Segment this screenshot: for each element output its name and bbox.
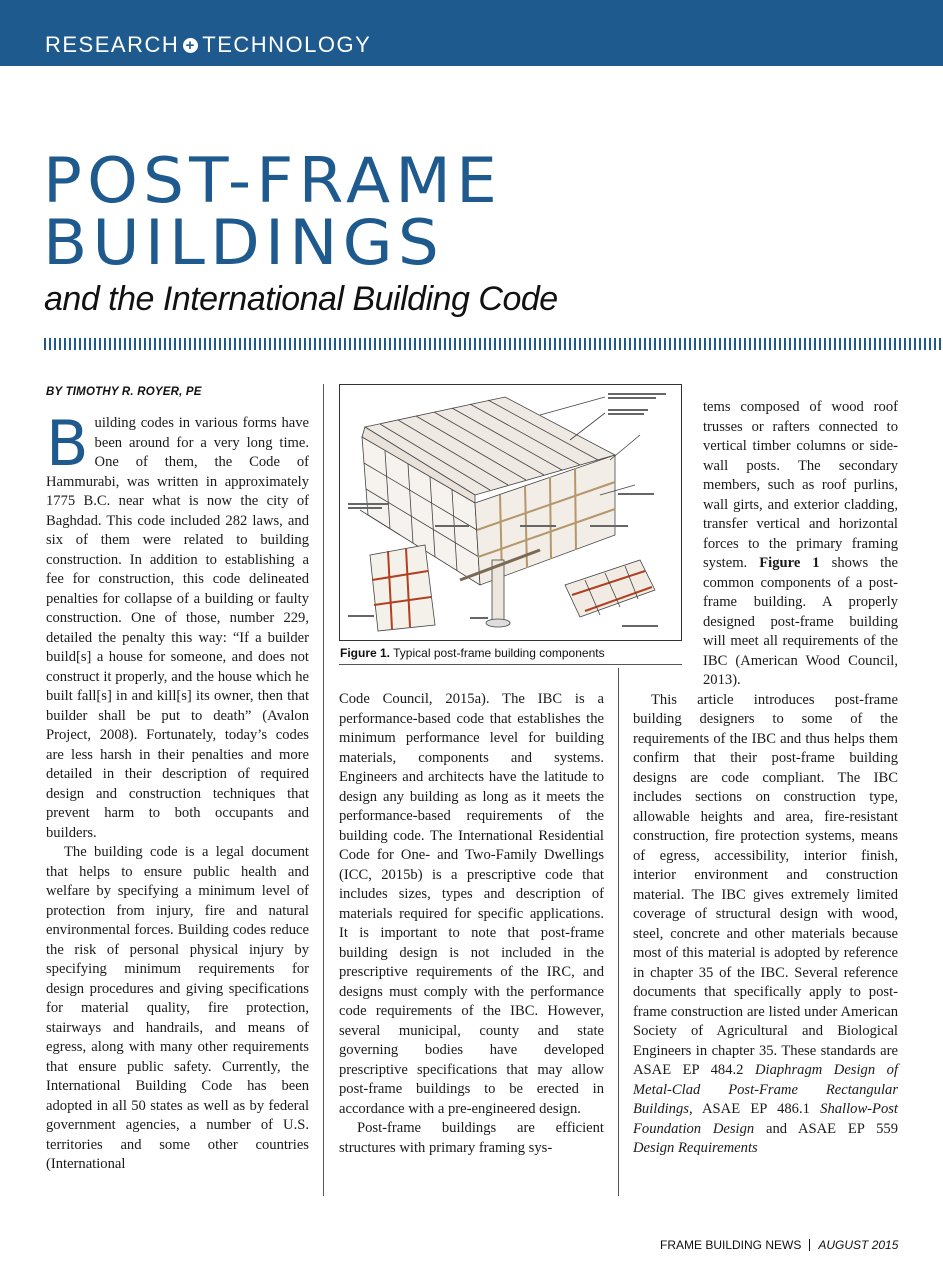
figure-caption (340, 646, 680, 660)
drop-cap: B (46, 407, 89, 480)
figure-caption-rule (339, 664, 682, 665)
standard-title: Shallow-Post Foundation Design (633, 1101, 898, 1137)
section-label-technology: TECHNOLOGY (202, 32, 372, 57)
figure-caption-label: Figure 1. (340, 646, 391, 660)
paragraph: The building code is a legal document that helps to ensure public health and welfare by specifying a minimum level of protection from injury, fire and natural environmental forces. Building codes reduce the risk of personal physical injury by specifying minimum requirements for design procedures and giving specifications for material quality, fire protection, stairways and handrails, and means of egress, along with many other requirements that ensure public safety. Currently, the International Building Code has been adopted in all 50 states as well as by federal government agencies, a number of U.S. territories and some other countries (International (46, 844, 309, 1172)
title-line-2: BUILDINGS (43, 206, 444, 279)
paragraph-text: shows the common components of a post-frame building. A properly designed post-frame building will meet all requirements of the IBC (American Wood Council, 2013). (703, 555, 898, 688)
paragraph: Post-frame buildings are efficient structures with primary framing sys- (339, 1120, 604, 1156)
paragraph-text: tems composed of wood roof trusses or rafters connected to vertical timber columns or side-wall posts. The secondary members, such as roof purlins, wall girts, and exterior cladding, transfer vertical and horizontal forces to the primary framing system. (703, 399, 898, 571)
footer-separator (809, 1239, 810, 1251)
column-3 (633, 398, 898, 1159)
byline: BY TIMOTHY R. ROYER, PE (46, 386, 202, 398)
paragraph (46, 407, 309, 843)
paragraph: Code Council, 2015a). The IBC is a performance-based code that establishes the minimum performance level for building materials, components and systems. Engineers and architects have the latitude to design any building as long as it meets the performance-based requirements of the building code. The International Residential Code for One- and Two-Family Dwellings (ICC, 2015b) is a prescriptive code that includes sizes, types and description of materials required for specific applications. It is important to note that post-frame building design is not included in the prescriptive requirements of the IRC, and designs must comply with the performance code requirements of the IBC. However, several municipal, county and state governing bodies have developed prescriptive specifications that may allow post-frame buildings to be erected in accordance with a pre-engineered design. (339, 691, 604, 1117)
column-rule (323, 384, 324, 1196)
post-frame-diagram-graphic (340, 385, 681, 640)
standard-title: Diaphragm Design of Metal-Clad Post-Frame Rectangular Buildings (633, 1062, 898, 1117)
paragraph (703, 398, 898, 691)
article-subtitle: and the International Building Code (44, 280, 558, 318)
standard-title: Design Requirements (633, 1140, 758, 1156)
paragraph-text: This article introduces post-frame building designers to some of the requirements of the IBC and thus helps them confirm that their post-frame building designs are code compliant. The IBC includes sections on construction type, allowable heights and area, fire-resistant construction, fire protection systems, means of egress, accessibility, interior finish, interior environment and construction material. The IBC gives extremely limited coverage of structural design with wood, steel, concrete and other materials because most of this material is adopted by reference in chapter 35 of the IBC. Several reference documents that specifically apply to post-frame construction are listed under American Society of Agricultural and Biological Engineers in chapter 35. These standards are ASAE EP 484.2 (633, 691, 898, 1078)
figure-caption-text: Typical post-frame building components (393, 646, 605, 660)
figure-1-illustration (339, 384, 682, 641)
plus-icon: + (183, 38, 198, 53)
section-header-bar (0, 0, 943, 66)
article-title (43, 144, 503, 279)
paragraph-text: and ASAE EP 559 (765, 1120, 898, 1137)
publication-name: FRAME BUILDING NEWS (660, 1238, 802, 1252)
paragraph-text: uilding codes in various forms have been around for a very long time. One of them, the Code of Hammurabi, was written in approximately 1775 B.C. near what is now the city of Baghdad. This code included 282 laws, and six of them were related to building construction. In addition to establishing a fee for construction, this code delineated penalties for collapse of a building or faulty construction. One of those, number 229, detailed the penalty this way: “If a builder build[s] a house for someone, and does not construct it properly, and the house which he built fall[s] in and kill[s] its owner, then that builder shall be put to death” (Avalon Project, 2008). Fortunately, today’s codes are less harsh in their penalties and more detailed in their description of required design and construction techniques that prevent harm to both occupants and builders. (46, 415, 309, 841)
issue-date: AUGUST 2015 (818, 1238, 899, 1252)
column-2 (339, 690, 604, 1158)
paragraph-text: , ASAE EP 486.1 (688, 1101, 810, 1117)
section-label (45, 31, 371, 59)
section-label-research: RESEARCH (45, 32, 180, 57)
page-footer (660, 1238, 898, 1252)
figure-reference: Figure 1 (759, 555, 820, 571)
column-rule (618, 668, 619, 1196)
title-divider (44, 338, 943, 350)
paragraph (633, 691, 898, 1159)
title-line-1: POST-FRAME (43, 144, 503, 217)
column-1 (46, 407, 309, 1175)
